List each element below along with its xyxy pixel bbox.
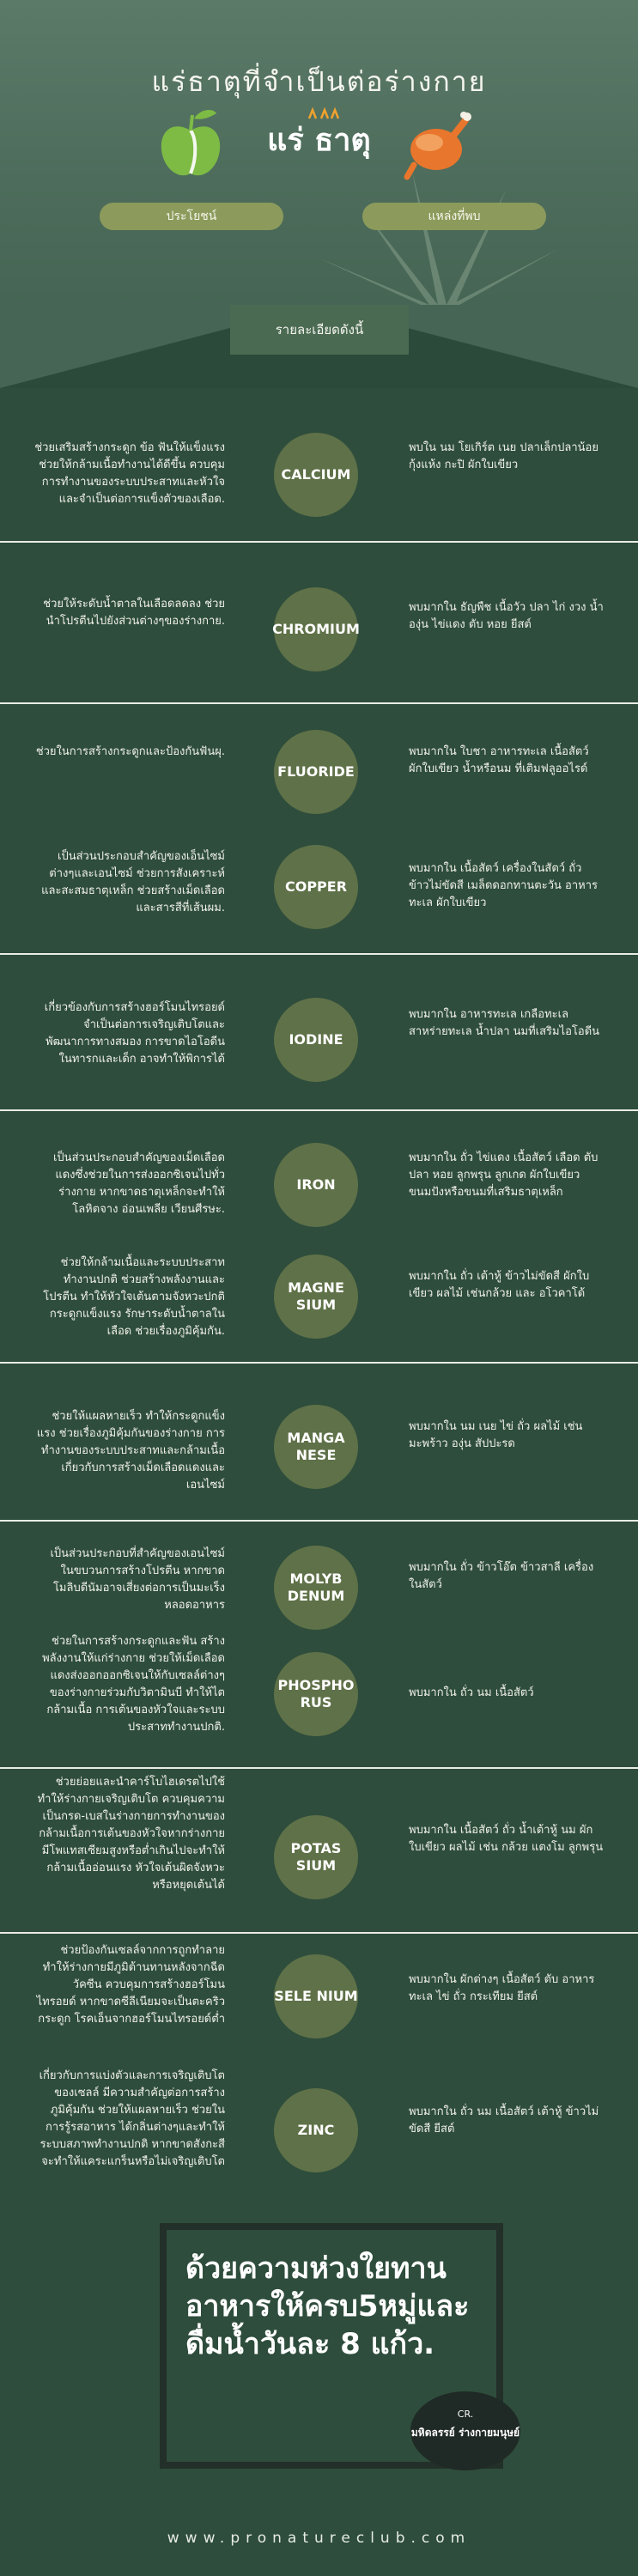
divider — [0, 953, 638, 955]
credit-name: มหิดลรรย์ ร่างกายมนุษย์ — [410, 2427, 520, 2439]
mineral-benefit: ช่วยให้กล้ามเนื้อและระบบประสาททำงานปกติ ช่วยสร้างพลังงานและโปรตีน ทำให้หัวใจเต้นตามจังหวะปกติ กระดูกแข็งแรง รักษาระดับน้ำตาลในเลือด ช่วยเรื่องภูมิคุ้มกัน. — [43, 1256, 225, 1338]
up-arrows-icon — [306, 106, 340, 120]
credit-label: CR. — [457, 2409, 474, 2420]
mineral-source: พบมากใน เนื้อสัตว์ ถั่ว น้ำเต้าหู้ นม ผักใบเขียว ผลไม้ เช่น กล้วย แตงโม ลูกพรุน — [409, 1824, 604, 1854]
details-label: รายละเอียดดังนี้ — [230, 305, 409, 355]
divider — [0, 1520, 638, 1522]
mineral-name: IRON — [274, 1143, 358, 1227]
mineral-benefit: เกี่ยวข้องกับการสร้างฮอร์โมนไทรอยด์ จำเป็นต่อการเจริญเติบโตและพัฒนาการทางสมอง การขาดไอโอดีนในทารกและเด็ก อาจทำให้พิการได้ — [44, 1001, 225, 1066]
mineral-source: พบมากใน ถั่ว ไข่แดง เนื้อสัตว์ เลือด ตับ ปลา หอย ลูกพรุน ลูกเกด ผักใบเขียว ขนมปังหรือขนมที่เสริมธาตุเหล็ก — [409, 1151, 599, 1199]
mineral-name: FLUORIDE — [274, 730, 358, 814]
mineral-benefit: เป็นส่วนประกอบสำคัญของเม็ดเลือดแดงซึ่งช่วยในการส่งออกซิเจนไปทั่วร่างกาย หากขาดธาตุเหล็กจะทำให้โลหิตจาง อ่อนเพลีย เวียนศีรษะ. — [52, 1151, 225, 1216]
mineral-name: SELE NIUM — [274, 1954, 358, 2038]
divider — [0, 541, 638, 543]
mineral-benefit: เป็นส่วนประกอบที่สำคัญของเอนไซม์ ในขบวนการสร้างโปรตีน หากขาดโมลิบดีนัมอาจเสี่ยงต่อการเป็นมะเร็งหลอดอาหาร — [50, 1547, 225, 1612]
mineral-name: PHOSPHO RUS — [274, 1652, 358, 1736]
mineral-source: พบมากใน นม เนย ไข่ ถั่ว ผลไม้ เช่นมะพร้าว องุ่น สัปปะรด — [409, 1420, 583, 1450]
mineral-source: พบมากใน ถั่ว ข้าวโอ๊ต ข้าวสาลี เครื่องในสัตว์ — [409, 1561, 594, 1591]
mineral-source: พบมากใน ถั่ว เต้าหู้ ข้าวไม่ขัดสี ผักใบเขียว ผลไม้ เช่นกล้วย และ อโวคาโด้ — [409, 1270, 590, 1300]
mineral-source: พบมากใน ถั่ว นม เนื้อสัตว์ เต้าหู้ ข้าวไม่ขัดสี ยีสต์ — [409, 2105, 599, 2136]
footer-url[interactable]: www.pronatureclub.com — [167, 2530, 471, 2547]
mineral-source: พบมากใน ธัญพืช เนื้อวัว ปลา ไก่ งวง น้ำองุ่น ไข่แดง ตับ หอย ยีสต์ — [409, 601, 604, 631]
divider — [0, 1362, 638, 1364]
closing-message: ด้วยความห่วงใยทานอาหารให้ครบ5หมู่และดื่มน้ำวันละ 8 แก้ว. — [185, 2251, 470, 2361]
divider — [0, 1109, 638, 1111]
mineral-name: CALCIUM — [274, 433, 358, 517]
mineral-name: ZINC — [274, 2088, 358, 2172]
divider — [0, 1932, 638, 1934]
divider — [0, 1767, 638, 1769]
mineral-benefit: ช่วยป้องกันเซลล์จากการถูกทำลายทำให้ร่างกายมีภูมิต้านทานหลังจากฉีดวัคซีน ควบคุมการสร้างฮอร์โมนไทรอยด์ หากขาดซีลีเนียมจะเป็นตะคริว กระดูก โรคเอ็นจากฮอร์โมนไทรอยด์ต่ำ — [36, 1944, 225, 2026]
source-pill: แหล่งที่พบ — [362, 203, 546, 230]
page-title: แร่ธาตุที่จำเป็นต่อร่างกาย — [151, 65, 487, 98]
mineral-benefit: ช่วยให้แผลหายเร็ว ทำให้กระดูกแข็งแรง ช่วยเรื่องภูมิคุ้มกันของร่างกาย การทำงานของระบบประสาทและกล้ามเนื้อ เกี่ยวกับการสร้างเม็ดเลือดแดงและเอนไซม์ — [36, 1410, 225, 1492]
mineral-name: POTAS SIUM — [274, 1815, 358, 1899]
roast-chicken-icon — [404, 105, 472, 182]
mineral-name: MANGA NESE — [274, 1405, 358, 1489]
mineral-source: พบใน นม โยเกิร์ต เนย ปลาเล็กปลาน้อย กุ้งแห้ง กะปิ ผักใบเขียว — [409, 441, 599, 471]
mineral-benefit: เกี่ยวกับการแบ่งตัวและการเจริญเติบโตของเซลล์ มีความสำคัญต่อการสร้างภูมิคุ้มกัน ช่วยให้แผลหายเร็ว ช่วยในการรู้รสอาหาร ได้กลิ่นต่างๆและทำให้ระบบสภาพทำงานปกติ หากขาดสังกะสี จะทำให้แคระแกร็นหรือไม่เจริญเติบโต — [39, 2069, 225, 2168]
apple-icon — [156, 105, 225, 182]
mineral-source: พบมากใน ผักต่างๆ เนื้อสัตว์ ตับ อาหารทะเล ไข่ ถั่ว กระเทียม ยีสต์ — [409, 1973, 595, 2003]
mineral-name: MAGNE SIUM — [274, 1255, 358, 1339]
mineral-benefit: ช่วยในการสร้างกระดูกและฟัน สร้างพลังงานให้แก่ร่างกาย ช่วยให้เม็ดเลือดแดงส่งออกออกซิเจนให้กับเซลล์ต่างๆของร่างกายร่วมกับวิตามินบี ทำให้ไต กล้ามเนื้อ การเต้นของหัวใจและระบบประสาททำงานปกติ. — [42, 1635, 225, 1734]
mineral-source: พบมากใน เนื้อสัตว์ เครื่องในสัตว์ ถั่ว ข้าวไม่ขัดสี เมล็ดดอกทานตะวัน อาหารทะเล ผักใบเขียว — [409, 862, 598, 909]
mineral-source: พบมากใน ใบชา อาหารทะเล เนื้อสัตว์ ผักใบเขียว น้ำหรือนม ที่เติมฟลูออไรด์ — [409, 745, 589, 775]
mineral-benefit: ช่วยในการสร้างกระดูกและป้องกันฟันผุ. — [35, 745, 225, 758]
mineral-source: พบมากใน ถั่ว นม เนื้อสัตว์ — [409, 1686, 534, 1699]
header-section — [0, 0, 638, 305]
mineral-source: พบมากใน อาหารทะเล เกลือทะเล สาหร่ายทะเล น้ำปลา นมที่เสริมไอโอดีน — [409, 1008, 600, 1038]
mineral-benefit: ช่วยให้ระดับน้ำตาลในเลือดลดลง ช่วยนำโปรตีนไปยังส่วนต่างๆของร่างกาย. — [43, 598, 225, 628]
mineral-benefit: เป็นส่วนประกอบสำคัญของเอ็นไซม์ต่างๆและเอนไซม์ ช่วยการสังเคราะห์และสะสมธาตุเหล็ก ช่วยสร้างเม็ดเลือดและสารสีที่เส้นผม. — [41, 850, 225, 914]
mineral-name: MOLYB DENUM — [274, 1546, 358, 1630]
benefit-pill: ประโยชน์ — [100, 203, 283, 230]
mineral-name: IODINE — [274, 998, 358, 1082]
mineral-benefit: ช่วยเสริมสร้างกระดูก ข้อ ฟันให้แข็งแรง ช่วยให้กล้ามเนื้อทำงานได้ดีขึ้น ควบคุมการทำงานของระบบประสาทและหัวใจและจำเป็นต่อการแข็งตัวของเลือด. — [34, 441, 225, 506]
mineral-name: CHROMIUM — [274, 587, 358, 671]
credit-badge — [410, 2391, 520, 2470]
divider — [0, 702, 638, 704]
minerals-label: แร่ ธาตุ — [267, 123, 371, 158]
mineral-benefit: ช่วยย่อยและนำคาร์โบไฮเดรตไปใช้ ทำให้ร่างกายเจริญเติบโต ควบคุมความเป็นกรด-เบสในร่างกายการทำงานของกล้ามเนื้อการเต้นของหัวใจหากร่างกายมีโพแทสเซียมสูงหรือต่ำเกินไปจะทำให้กล้ามเนื้ออ่อนแรง หัวใจเต้นผิดจังหวะหรือหยุดเต้นได้ — [37, 1776, 225, 1892]
mineral-name: COPPER — [274, 845, 358, 929]
